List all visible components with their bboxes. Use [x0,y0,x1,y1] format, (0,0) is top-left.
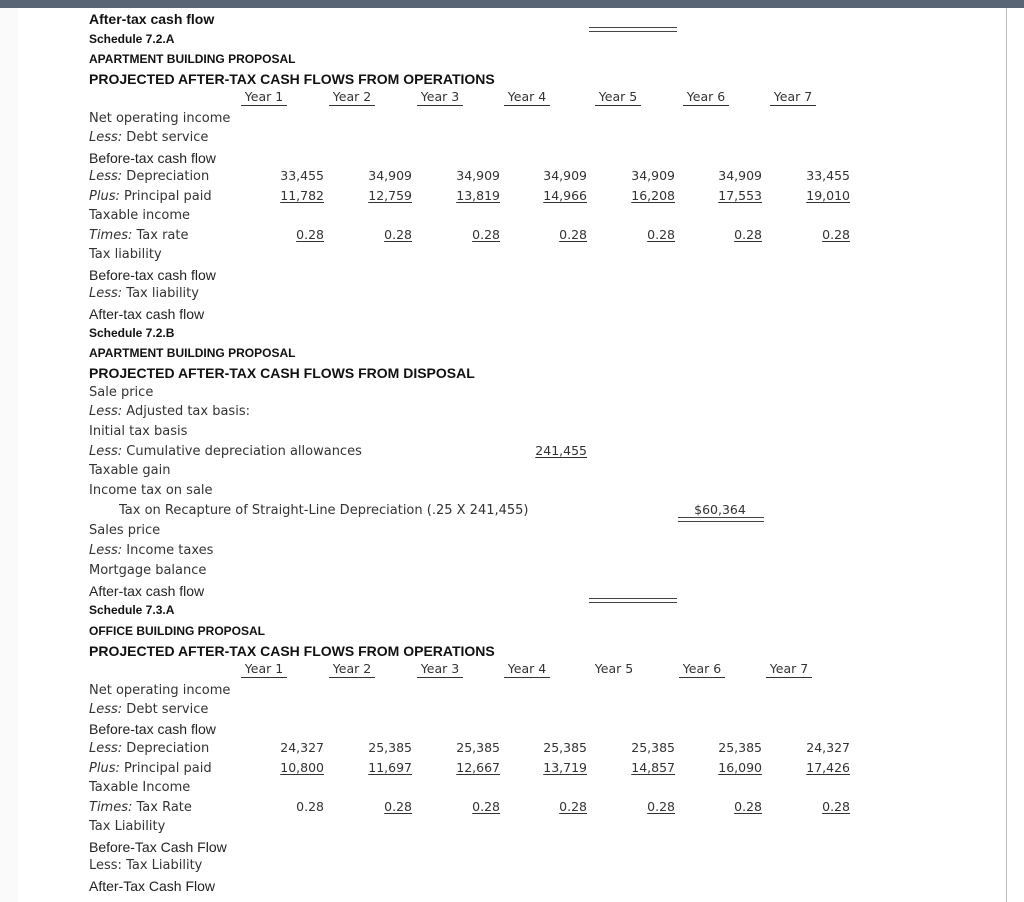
principal-value: 19,010 [806,188,850,203]
row-text: Tax Liability [121,858,203,873]
row-text: Income taxes [122,543,214,558]
row-label [89,229,189,242]
depreciation-value: 25,385 [456,740,500,755]
row-label [89,405,250,418]
year-header: Year 1 [241,663,287,678]
year-header: Year 3 [417,663,463,678]
row-text: Adjusted tax basis: [122,404,250,419]
depreciation-value: 34,909 [368,168,412,183]
row-label: Taxable gain [89,463,171,478]
tax-rate-value: 0.28 [472,799,500,814]
tax-rate-value: 0.28 [296,227,324,242]
depreciation-value: 25,385 [631,740,675,755]
year-header: Year 6 [683,91,729,106]
row-label: Net operating income [89,683,231,698]
row-text: Cumulative depreciation allowances [122,444,362,459]
double-rule [589,598,677,603]
row-label: Initial tax basis [89,424,188,439]
row-label: Before-tax cash flow [89,721,216,737]
heading-after-tax-cash-flow: After-tax cash flow [89,11,215,27]
depreciation-value: 25,385 [368,740,412,755]
year-header: Year 7 [766,663,812,678]
year-header: Year 7 [770,91,816,106]
row-label [89,762,212,775]
tax-rate-value: 0.28 [296,799,324,814]
row-text: Depreciation [122,741,210,756]
row-label: Net operating income [89,111,231,126]
depreciation-value: 24,327 [806,740,850,755]
row-text: Debt service [122,702,209,717]
row-text: Tax rate [132,228,189,243]
recapture-value: $60,364 [694,502,746,517]
principal-value: 14,966 [543,188,587,203]
principal-value: 17,426 [806,760,850,775]
row-label [89,131,208,144]
row-text: Debt service [122,130,209,145]
depreciation-value: 34,909 [718,168,762,183]
row-prefix: Plus: [89,189,120,204]
row-prefix: Less: [89,169,123,184]
year-header: Year 2 [329,91,375,106]
row-label [89,287,199,300]
tax-rate-value: 0.28 [822,227,850,242]
year-header: Year 4 [504,663,550,678]
row-label: Tax liability [89,247,162,262]
row-prefix: Less: [89,286,123,301]
tax-rate-value: 0.28 [734,227,762,242]
row-label [89,190,212,203]
row-label: Before-tax cash flow [89,267,216,283]
proposal-label: APARTMENT BUILDING PROPOSAL [89,52,296,66]
row-label [89,445,362,458]
principal-value: 16,208 [631,188,675,203]
window-top-bar [0,0,1024,8]
row-label: Before-tax cash flow [89,150,216,166]
schedule-label: Schedule 7.3.A [89,603,175,617]
row-label: After-tax cash flow [89,583,205,599]
section-title: PROJECTED AFTER-TAX CASH FLOWS FROM OPERATIONS [89,643,495,659]
depreciation-value: 34,909 [631,168,675,183]
schedule-label: Schedule 7.2.A [89,32,175,46]
proposal-label: APARTMENT BUILDING PROPOSAL [89,346,296,360]
row-label: Tax Liability [89,819,166,834]
depreciation-value: 33,455 [806,168,850,183]
depreciation-value: 34,909 [456,168,500,183]
principal-value: 14,857 [631,760,675,775]
year-header: Year 5 [594,661,634,676]
section-title: PROJECTED AFTER-TAX CASH FLOWS FROM OPERATIONS [89,71,495,87]
row-text: Depreciation [122,169,210,184]
row-label: Sale price [89,385,154,400]
schedule-label: Schedule 7.2.B [89,326,175,340]
row-prefix: Less: [89,702,123,717]
row-label: Before-Tax Cash Flow [89,839,227,855]
year-header: Year 5 [595,91,641,106]
year-header: Year 6 [679,663,725,678]
row-label [89,544,213,557]
depreciation-value: 25,385 [543,740,587,755]
year-header: Year 4 [504,91,550,106]
row-prefix: Less: [89,444,123,459]
principal-value: 11,782 [280,188,324,203]
principal-value: 11,697 [368,760,412,775]
tax-rate-value: 0.28 [734,799,762,814]
row-text: Principal paid [119,761,212,776]
row-label: Taxable income [89,208,191,223]
double-rule [678,517,764,522]
row-label [89,801,192,814]
tax-rate-value: 0.28 [822,799,850,814]
row-prefix: Times: [89,228,133,243]
tax-rate-value: 0.28 [384,227,412,242]
depreciation-value: 34,909 [543,168,587,183]
double-rule [589,27,677,32]
principal-value: 16,090 [718,760,762,775]
row-prefix: Plus: [89,761,120,776]
principal-value: 12,667 [456,760,500,775]
row-label: After-tax cash flow [89,306,205,322]
row-prefix: Less: [89,741,123,756]
row-prefix: Less: [89,130,123,145]
principal-value: 17,553 [718,188,762,203]
depreciation-value: 33,455 [280,168,324,183]
principal-value: 13,819 [456,188,500,203]
year-header: Year 3 [417,91,463,106]
section-title: PROJECTED AFTER-TAX CASH FLOWS FROM DISPOSAL [89,365,475,381]
row-prefix: Less: [89,543,123,558]
row-label: Taxable Income [89,780,191,795]
row-text: Tax Rate [132,800,192,815]
row-label [89,859,202,872]
proposal-label: OFFICE BUILDING PROPOSAL [89,624,266,638]
principal-value: 13,719 [543,760,587,775]
row-label [89,170,209,183]
depreciation-value: 24,327 [280,740,324,755]
tax-rate-value: 0.28 [559,227,587,242]
row-label: Mortgage balance [89,563,207,578]
row-prefix: Less: [89,404,123,419]
year-header: Year 1 [241,91,287,106]
row-text: Principal paid [119,189,212,204]
tax-rate-value: 0.28 [472,227,500,242]
tax-rate-value: 0.28 [647,227,675,242]
tax-rate-value: 0.28 [647,799,675,814]
tax-rate-value: 0.28 [384,799,412,814]
principal-value: 10,800 [280,760,324,775]
row-label [89,703,208,716]
row-label: Sales price [89,523,161,538]
page-margin [0,8,18,902]
row-label [89,742,209,755]
row-prefix: Less: [89,858,122,873]
tax-rate-value: 0.28 [559,799,587,814]
year-header: Year 2 [329,663,375,678]
recapture-label: Tax on Recapture of Straight-Line Depreciation (.25 X 241,455) [119,503,529,518]
page-right-edge [1006,8,1007,902]
principal-value: 12,759 [368,188,412,203]
row-prefix: Times: [89,800,133,815]
row-text: Tax liability [122,286,199,301]
depreciation-value: 25,385 [718,740,762,755]
row-label: After-Tax Cash Flow [89,878,216,894]
row-label: Income tax on sale [89,483,213,498]
cumulative-depreciation-value: 241,455 [535,443,587,458]
